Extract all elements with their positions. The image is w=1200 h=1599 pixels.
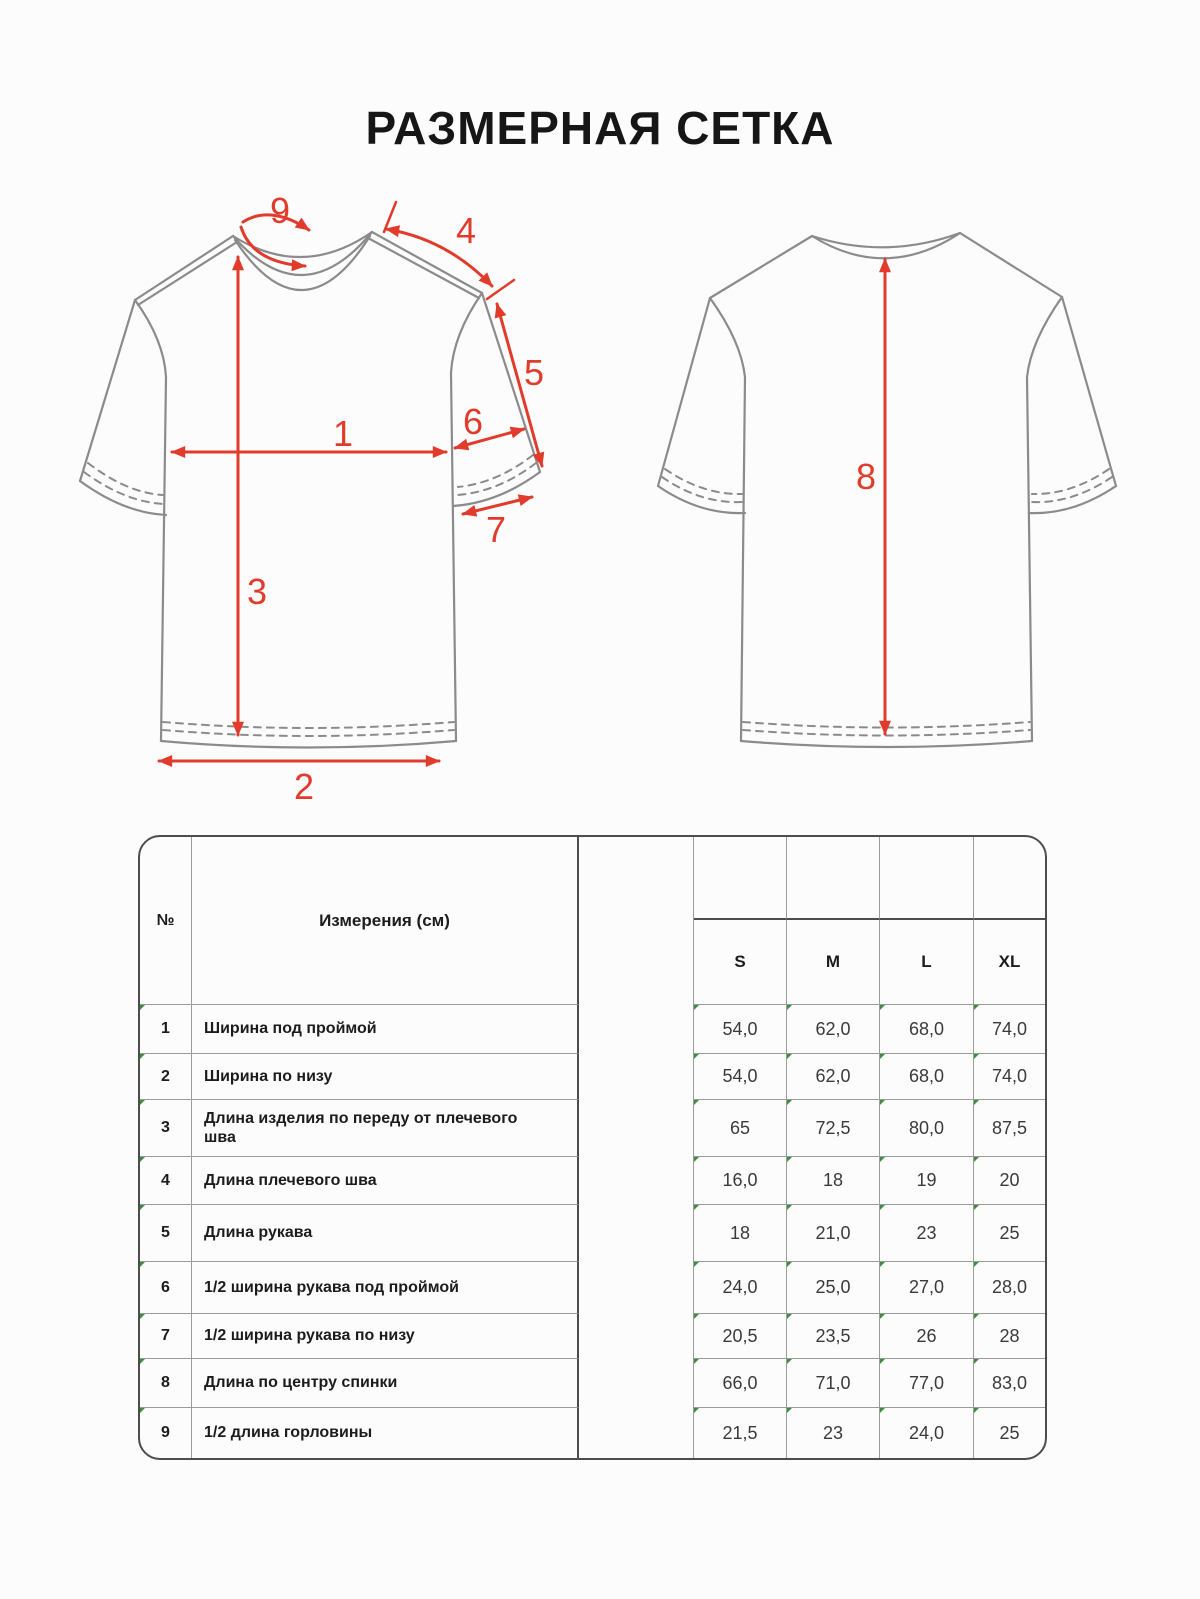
measurement-name: 1/2 ширина рукава под проймой xyxy=(192,1262,579,1314)
size-value: 19 xyxy=(880,1157,974,1205)
row-number: 7 xyxy=(140,1314,192,1359)
size-value: 87,5 xyxy=(974,1100,1045,1157)
size-value: 20,5 xyxy=(694,1314,787,1359)
measurement-name: Длина изделия по переду от плечевого шва xyxy=(192,1100,579,1157)
size-value: 25,0 xyxy=(787,1262,880,1314)
size-value: 24,0 xyxy=(694,1262,787,1314)
back-shoulder-left xyxy=(710,236,812,298)
measure-label-4: 4 xyxy=(455,210,477,251)
front-shoulder-seam-left xyxy=(135,236,237,305)
size-value: 65 xyxy=(694,1100,787,1157)
size-value: 18 xyxy=(694,1205,787,1262)
size-value: 23,5 xyxy=(787,1314,880,1359)
size-value: 20 xyxy=(974,1157,1045,1205)
size-value: 25 xyxy=(974,1408,1045,1458)
row-number: 3 xyxy=(140,1100,192,1157)
page-title: РАЗМЕРНАЯ СЕТКА xyxy=(365,102,835,154)
measure-label-7: 7 xyxy=(485,509,507,550)
size-header-blank xyxy=(787,837,880,920)
size-value: 18 xyxy=(787,1157,880,1205)
size-value: 71,0 xyxy=(787,1359,880,1408)
measure-label-1: 1 xyxy=(332,413,354,454)
front-sleeve-right xyxy=(453,293,540,506)
back-armhole-side-right xyxy=(1027,297,1062,741)
back-shoulder-right xyxy=(960,233,1062,297)
arrow-4-tick xyxy=(384,202,396,232)
row-number: 5 xyxy=(140,1205,192,1262)
measurement-name: Ширина под проймой xyxy=(192,1005,579,1054)
measurement-name: Длина рукава xyxy=(192,1205,579,1262)
size-value: 27,0 xyxy=(880,1262,974,1314)
back-bottom-hem xyxy=(741,741,1032,747)
measure-label-8: 8 xyxy=(855,456,877,497)
front-collar-band xyxy=(233,232,372,275)
size-table xyxy=(138,835,1047,1460)
size-value: 21,5 xyxy=(694,1408,787,1458)
column-header-measurements: Измерения (см) xyxy=(192,837,579,1005)
size-value: 68,0 xyxy=(880,1005,974,1054)
front-armhole-side-left xyxy=(135,300,166,741)
measure-label-5: 5 xyxy=(523,352,545,393)
row-number: 2 xyxy=(140,1054,192,1100)
size-header-blank xyxy=(880,837,974,920)
size-value: 74,0 xyxy=(974,1054,1045,1100)
size-value: 24,0 xyxy=(880,1408,974,1458)
size-value: 16,0 xyxy=(694,1157,787,1205)
measure-label-3: 3 xyxy=(246,571,268,612)
size-value: 28 xyxy=(974,1314,1045,1359)
back-sleeve-left xyxy=(658,298,745,513)
tshirt-back-view xyxy=(658,233,1116,747)
back-stitch-lines xyxy=(662,469,1112,736)
front-bottom-hem xyxy=(161,741,456,748)
row-number: 4 xyxy=(140,1157,192,1205)
front-stitch-lines xyxy=(84,455,536,736)
back-collar-band xyxy=(812,233,960,258)
row-number: 1 xyxy=(140,1005,192,1054)
row-number: 9 xyxy=(140,1408,192,1458)
arrow-5-tick xyxy=(487,280,514,299)
measurement-labels xyxy=(247,190,876,807)
size-value: 62,0 xyxy=(787,1005,880,1054)
size-header-blank xyxy=(694,837,787,920)
column-header-number: № xyxy=(140,837,192,1005)
row-number: 8 xyxy=(140,1359,192,1408)
size-value: 83,0 xyxy=(974,1359,1045,1408)
size-value: 28,0 xyxy=(974,1262,1045,1314)
measure-label-9: 9 xyxy=(269,190,291,231)
back-armhole-side-left xyxy=(710,298,745,741)
measure-label-2: 2 xyxy=(293,766,315,807)
row-number: 6 xyxy=(140,1262,192,1314)
size-value: 72,5 xyxy=(787,1100,880,1157)
measurement-arrows xyxy=(159,202,885,761)
size-header-s: S xyxy=(694,920,787,1005)
size-value: 21,0 xyxy=(787,1205,880,1262)
size-value: 66,0 xyxy=(694,1359,787,1408)
tshirt-front-view xyxy=(80,232,540,748)
measurement-name: 1/2 длина горловины xyxy=(192,1408,579,1458)
front-armhole-side-right xyxy=(451,293,482,741)
size-header-m: M xyxy=(787,920,880,1005)
size-value: 77,0 xyxy=(880,1359,974,1408)
size-value: 68,0 xyxy=(880,1054,974,1100)
size-value: 80,0 xyxy=(880,1100,974,1157)
size-value: 23 xyxy=(880,1205,974,1262)
size-value: 74,0 xyxy=(974,1005,1045,1054)
size-value: 54,0 xyxy=(694,1005,787,1054)
measure-label-6: 6 xyxy=(462,401,484,442)
size-value: 25 xyxy=(974,1205,1045,1262)
measurement-name: 1/2 ширина рукава по низу xyxy=(192,1314,579,1359)
size-header-xl: XL xyxy=(974,920,1045,1005)
size-value: 26 xyxy=(880,1314,974,1359)
size-value: 23 xyxy=(787,1408,880,1458)
measurement-name: Длина по центру спинки xyxy=(192,1359,579,1408)
size-value: 54,0 xyxy=(694,1054,787,1100)
size-header-blank xyxy=(974,837,1045,920)
measurement-name: Длина плечевого шва xyxy=(192,1157,579,1205)
size-value: 62,0 xyxy=(787,1054,880,1100)
size-header-l: L xyxy=(880,920,974,1005)
measurement-name: Ширина по низу xyxy=(192,1054,579,1100)
spacer-column xyxy=(579,837,694,1458)
